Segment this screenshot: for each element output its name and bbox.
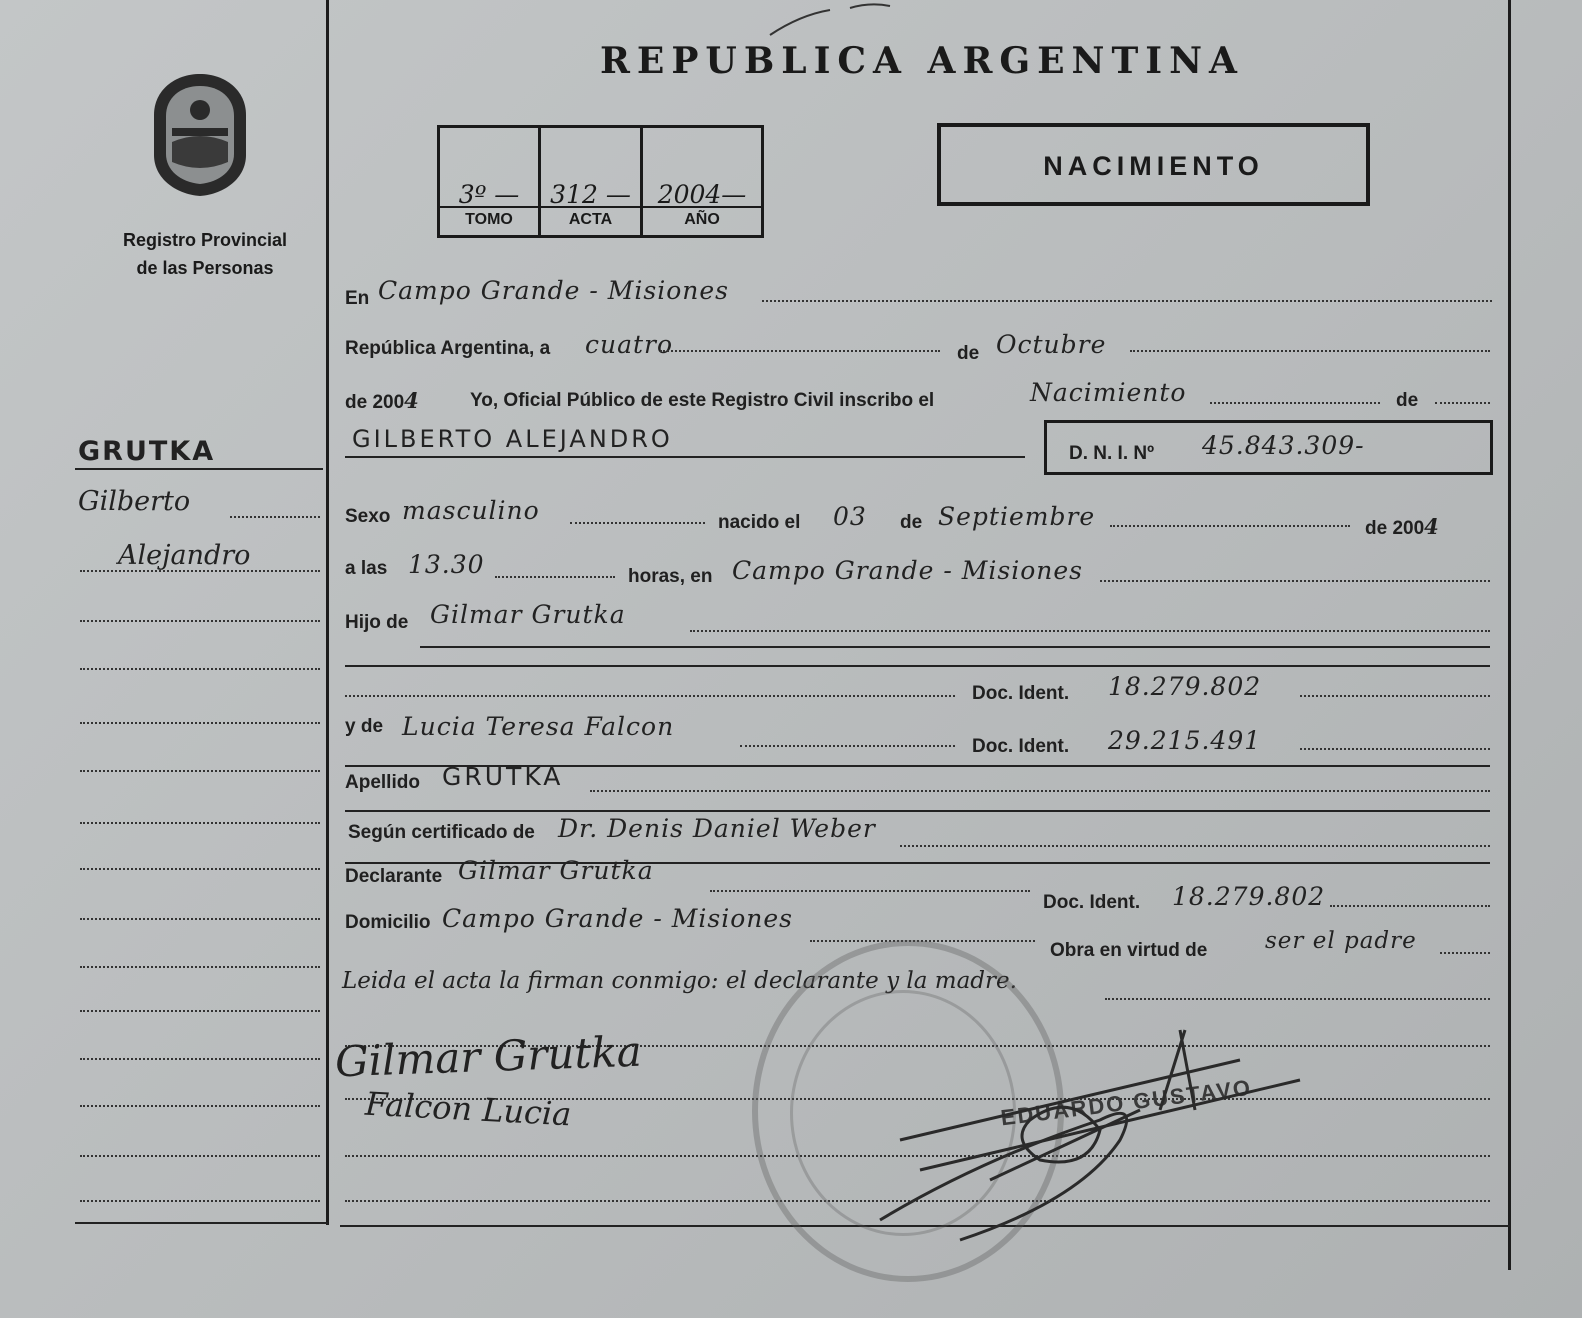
- label-en: En: [345, 288, 370, 309]
- label-declarante: Declarante: [345, 866, 443, 887]
- dotline: [1330, 905, 1490, 907]
- label-y-de: y de: [345, 716, 384, 737]
- dotline: [590, 790, 1490, 792]
- label-inscribo: Yo, Oficial Público de este Registro Civil inscribo el: [470, 390, 935, 411]
- right-border: [1508, 0, 1511, 1270]
- rule: [345, 810, 1490, 812]
- margin-dotline: [80, 1155, 320, 1157]
- ano-label: AÑO: [684, 211, 720, 228]
- margin-dotline: [80, 770, 320, 772]
- value-day-words: cuatro: [585, 330, 674, 359]
- value-domicile: Campo Grande - Misiones: [442, 904, 794, 933]
- label-de-2004-text: de 200: [1365, 518, 1425, 539]
- label-nacido: nacido el: [718, 512, 801, 533]
- value-name: GILBERTO ALEJANDRO: [352, 425, 673, 453]
- value-mother-doc: 29.215.491: [1108, 726, 1262, 755]
- dotline: [1110, 525, 1350, 527]
- dotline: [1100, 580, 1490, 582]
- dotline: [762, 300, 1492, 302]
- registry-line-2: de las Personas: [136, 258, 274, 278]
- rule: [345, 665, 1490, 667]
- label-a-las: a las: [345, 558, 388, 579]
- margin-given-2: Alejandro: [118, 540, 251, 571]
- label-doc-2: Doc. Ident.: [972, 736, 1070, 757]
- left-margin-border: [326, 0, 329, 1225]
- margin-dotline: [80, 918, 320, 920]
- margin-dotline: [80, 668, 320, 670]
- value-place: Campo Grande - Misiones: [378, 276, 730, 305]
- margin-dotline: [80, 1010, 320, 1012]
- signature-father: Gilmar Grutka: [334, 1026, 643, 1087]
- stamp-officer-name: EDUARDO GUSTAVO: [999, 1074, 1254, 1131]
- dotline: [660, 350, 940, 352]
- value-month: Octubre: [996, 330, 1107, 359]
- margin-dotline: [80, 1058, 320, 1060]
- dotline: [345, 695, 955, 697]
- tomo-cell: [440, 128, 541, 235]
- dotline: [1300, 695, 1490, 697]
- margin-surname: GRUTKA: [78, 436, 216, 467]
- value-time: 13.30: [408, 550, 485, 579]
- margin-dotline: [80, 868, 320, 870]
- acta-label: ACTA: [568, 211, 613, 228]
- rule: [420, 646, 1490, 648]
- registry-name: [105, 226, 305, 282]
- label-doc-1: Doc. Ident.: [972, 683, 1070, 704]
- value-surname: GRUTKA: [442, 762, 564, 791]
- dni-box: [1044, 420, 1493, 475]
- margin-given-1: Gilberto: [78, 486, 191, 517]
- label-hijo: Hijo de: [345, 612, 409, 633]
- tomo-label: TOMO: [465, 211, 513, 228]
- value-mother: Lucia Teresa Falcon: [402, 712, 675, 741]
- top-mark-icon: [760, 0, 920, 40]
- label-segun: Según certificado de: [348, 822, 535, 843]
- label-horas: horas, en: [628, 566, 713, 587]
- dotline: [710, 890, 1030, 892]
- value-birth-day: 03: [833, 502, 867, 531]
- provincial-seal-icon: [150, 70, 250, 200]
- record-type-box: [937, 123, 1370, 206]
- dotline: [1300, 748, 1490, 750]
- value-father: Gilmar Grutka: [430, 600, 626, 629]
- value-birth-place: Campo Grande - Misiones: [732, 556, 1084, 585]
- value-sex: masculino: [402, 496, 540, 525]
- label-obra: Obra en virtud de: [1050, 940, 1208, 961]
- dotline: [1435, 402, 1490, 404]
- label-de-2004: [1365, 514, 1440, 540]
- dotline: [740, 745, 955, 747]
- acta-cell: [541, 128, 643, 235]
- value-birth-month: Septiembre: [938, 502, 1096, 531]
- dotline: [1440, 952, 1490, 954]
- label-domicilio: Domicilio: [345, 912, 431, 933]
- registry-line-1: Registro Provincial: [122, 230, 288, 250]
- record-type: NACIMIENTO: [1043, 151, 1264, 181]
- margin-dotline: [80, 570, 320, 572]
- label-de: de: [957, 343, 980, 364]
- signature-mother: Falcon Lucia: [364, 1084, 573, 1134]
- margin-dotline: [80, 722, 320, 724]
- value-dni: 45.843.309-: [1202, 431, 1365, 460]
- label-de-3: de: [900, 512, 923, 533]
- label-dni: D. N. I. Nº: [1069, 443, 1155, 464]
- label-de-2: de: [1396, 390, 1419, 411]
- acta-value: 312 —: [550, 180, 631, 209]
- dotline: [690, 630, 1490, 632]
- label-sexo: Sexo: [345, 506, 391, 527]
- margin-dotline: [80, 1105, 320, 1107]
- dotline: [1105, 998, 1490, 1000]
- label-republica: República Argentina, a: [345, 338, 551, 359]
- dotline: [570, 522, 705, 524]
- officer-signature-icon: [840, 1020, 1360, 1270]
- left-bottom-border: [75, 1222, 328, 1224]
- country-title: REPUBLICA ARGENTINA: [600, 40, 1244, 82]
- dotline: [495, 576, 615, 578]
- dotline: [1130, 350, 1490, 352]
- value-closing: Leida el acta la firman conmigo: el declarante y la madre.: [342, 968, 1017, 994]
- margin-dotline: [80, 822, 320, 824]
- name-underline: [345, 456, 1025, 458]
- label-apellido: Apellido: [345, 772, 420, 793]
- value-birth-year-digit: 4: [1424, 514, 1440, 539]
- volume-table: [437, 125, 764, 238]
- dotline: [1210, 402, 1380, 404]
- value-father-doc: 18.279.802: [1108, 672, 1262, 701]
- dotline: [900, 845, 1490, 847]
- value-year-digit: 4: [404, 388, 420, 413]
- ano-value: 2004—: [657, 180, 747, 209]
- label-de-year: [345, 388, 420, 414]
- margin-surname-line: [75, 468, 323, 470]
- margin-dotline: [80, 1200, 320, 1202]
- label-doc-3: Doc. Ident.: [1043, 892, 1141, 913]
- value-capacity: ser el padre: [1265, 928, 1417, 954]
- margin-dotline: [80, 966, 320, 968]
- ano-cell: [643, 128, 761, 235]
- margin-dotline: [230, 516, 320, 518]
- value-certificate: Dr. Denis Daniel Weber: [558, 814, 876, 843]
- table-divider: [440, 206, 761, 208]
- value-declarant-doc: 18.279.802: [1172, 882, 1326, 911]
- label-de-year-text: de 200: [345, 392, 405, 413]
- margin-dotline: [80, 620, 320, 622]
- tomo-value: 3º —: [458, 180, 520, 209]
- value-declarant: Gilmar Grutka: [458, 856, 654, 885]
- value-event: Nacimiento: [1030, 378, 1187, 407]
